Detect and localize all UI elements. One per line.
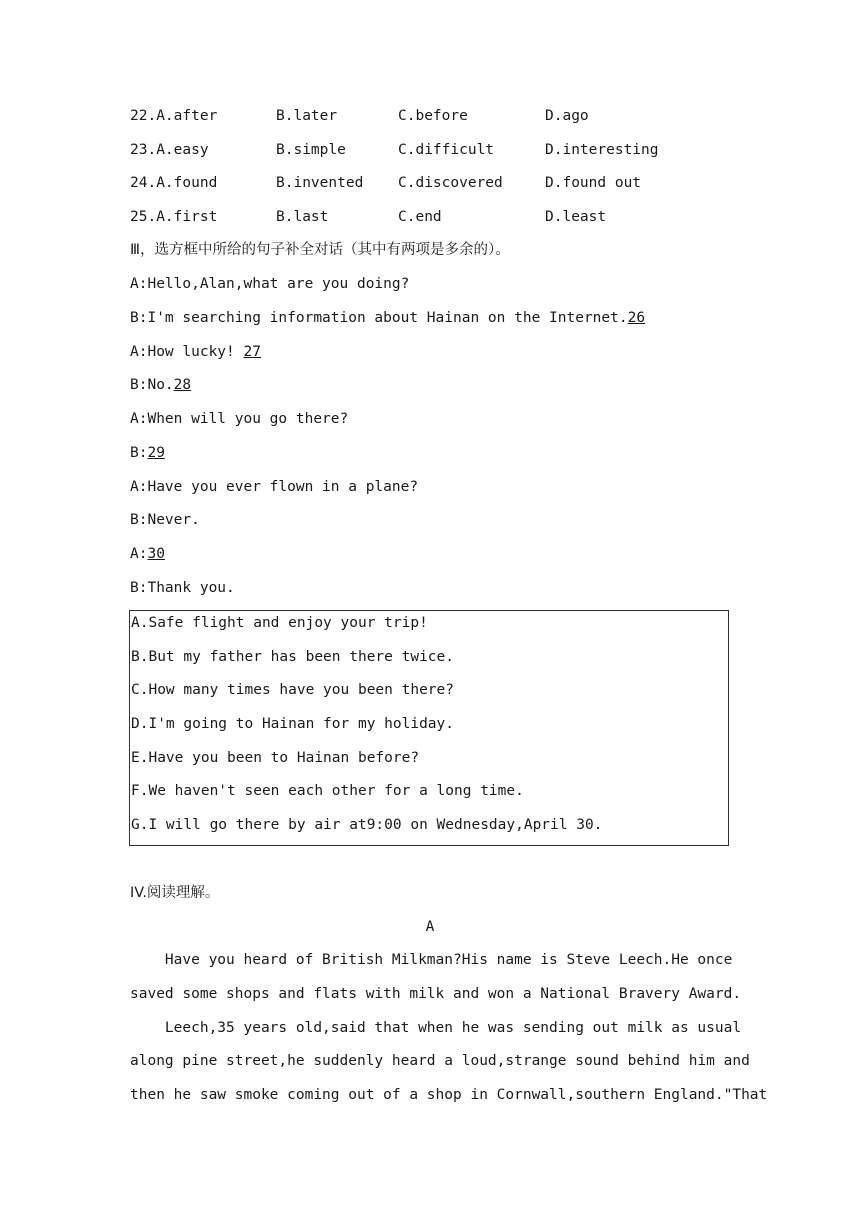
passage-line: Leech,35 years old,said that when he was sending out milk as usual: [130, 1020, 742, 1036]
option-item: C.How many times have you been there?: [131, 682, 455, 698]
passage-line: along pine street,he suddenly heard a loud,strange sound behind him and: [130, 1053, 750, 1069]
question-option-a: 25.A.first: [130, 209, 218, 225]
question-option-d: D.least: [545, 209, 607, 225]
option-item: E.Have you been to Hainan before?: [131, 750, 420, 766]
option-item: G.I will go there by air at9:00 on Wednesday,April 30.: [131, 817, 603, 833]
passage-line: Have you heard of British Milkman?His name is Steve Leech.He once: [130, 952, 733, 968]
question-option-b: B.later: [276, 108, 338, 124]
section-heading: Ⅲ，选方框中所给的句子补全对话（其中有两项是多余的）。: [130, 242, 510, 258]
dialogue-line: B:No.28: [130, 377, 192, 393]
passage-line: then he saw smoke coming out of a shop in Cornwall,southern England."That: [130, 1087, 768, 1103]
question-option-c: C.discovered: [398, 175, 503, 191]
question-option-b: B.invented: [276, 175, 364, 191]
options-box: [129, 610, 729, 846]
question-option-b: B.last: [276, 209, 329, 225]
section-heading: IV.阅读理解。: [130, 885, 220, 901]
question-option-c: C.before: [398, 108, 468, 124]
dialogue-line: B:I'm searching information about Hainan on the Internet.26: [130, 310, 646, 326]
question-option-c: C.end: [398, 209, 442, 225]
dialogue-line: A:Have you ever flown in a plane?: [130, 479, 419, 495]
option-item: B.But my father has been there twice.: [131, 649, 455, 665]
question-option-a: 24.A.found: [130, 175, 218, 191]
dialogue-line: A:How lucky! 27: [130, 344, 261, 360]
question-option-a: 22.A.after: [130, 108, 218, 124]
option-item: F.We haven't seen each other for a long time.: [131, 783, 524, 799]
question-option-d: D.found out: [545, 175, 642, 191]
question-option-c: C.difficult: [398, 142, 495, 158]
option-item: D.I'm going to Hainan for my holiday.: [131, 716, 455, 732]
question-option-d: D.interesting: [545, 142, 659, 158]
answer-blank: 28: [173, 377, 192, 393]
dialogue-line: A:30: [130, 546, 165, 562]
answer-blank: 26: [627, 310, 646, 326]
answer-blank: 30: [147, 546, 165, 562]
dialogue-line: B:Never.: [130, 512, 200, 528]
dialogue-line: A:When will you go there?: [130, 411, 349, 427]
passage-label: A: [425, 919, 435, 935]
dialogue-line: B:29: [130, 445, 165, 461]
question-option-a: 23.A.easy: [130, 142, 209, 158]
option-item: A.Safe flight and enjoy your trip!: [131, 615, 428, 631]
dialogue-line: A:Hello,Alan,what are you doing?: [130, 276, 410, 292]
dialogue-line: B:Thank you.: [130, 580, 235, 596]
question-option-b: B.simple: [276, 142, 346, 158]
passage-line: saved some shops and flats with milk and won a National Bravery Award.: [130, 986, 742, 1002]
answer-blank: 29: [147, 445, 165, 461]
answer-blank: 27: [243, 344, 261, 360]
question-option-d: D.ago: [545, 108, 589, 124]
